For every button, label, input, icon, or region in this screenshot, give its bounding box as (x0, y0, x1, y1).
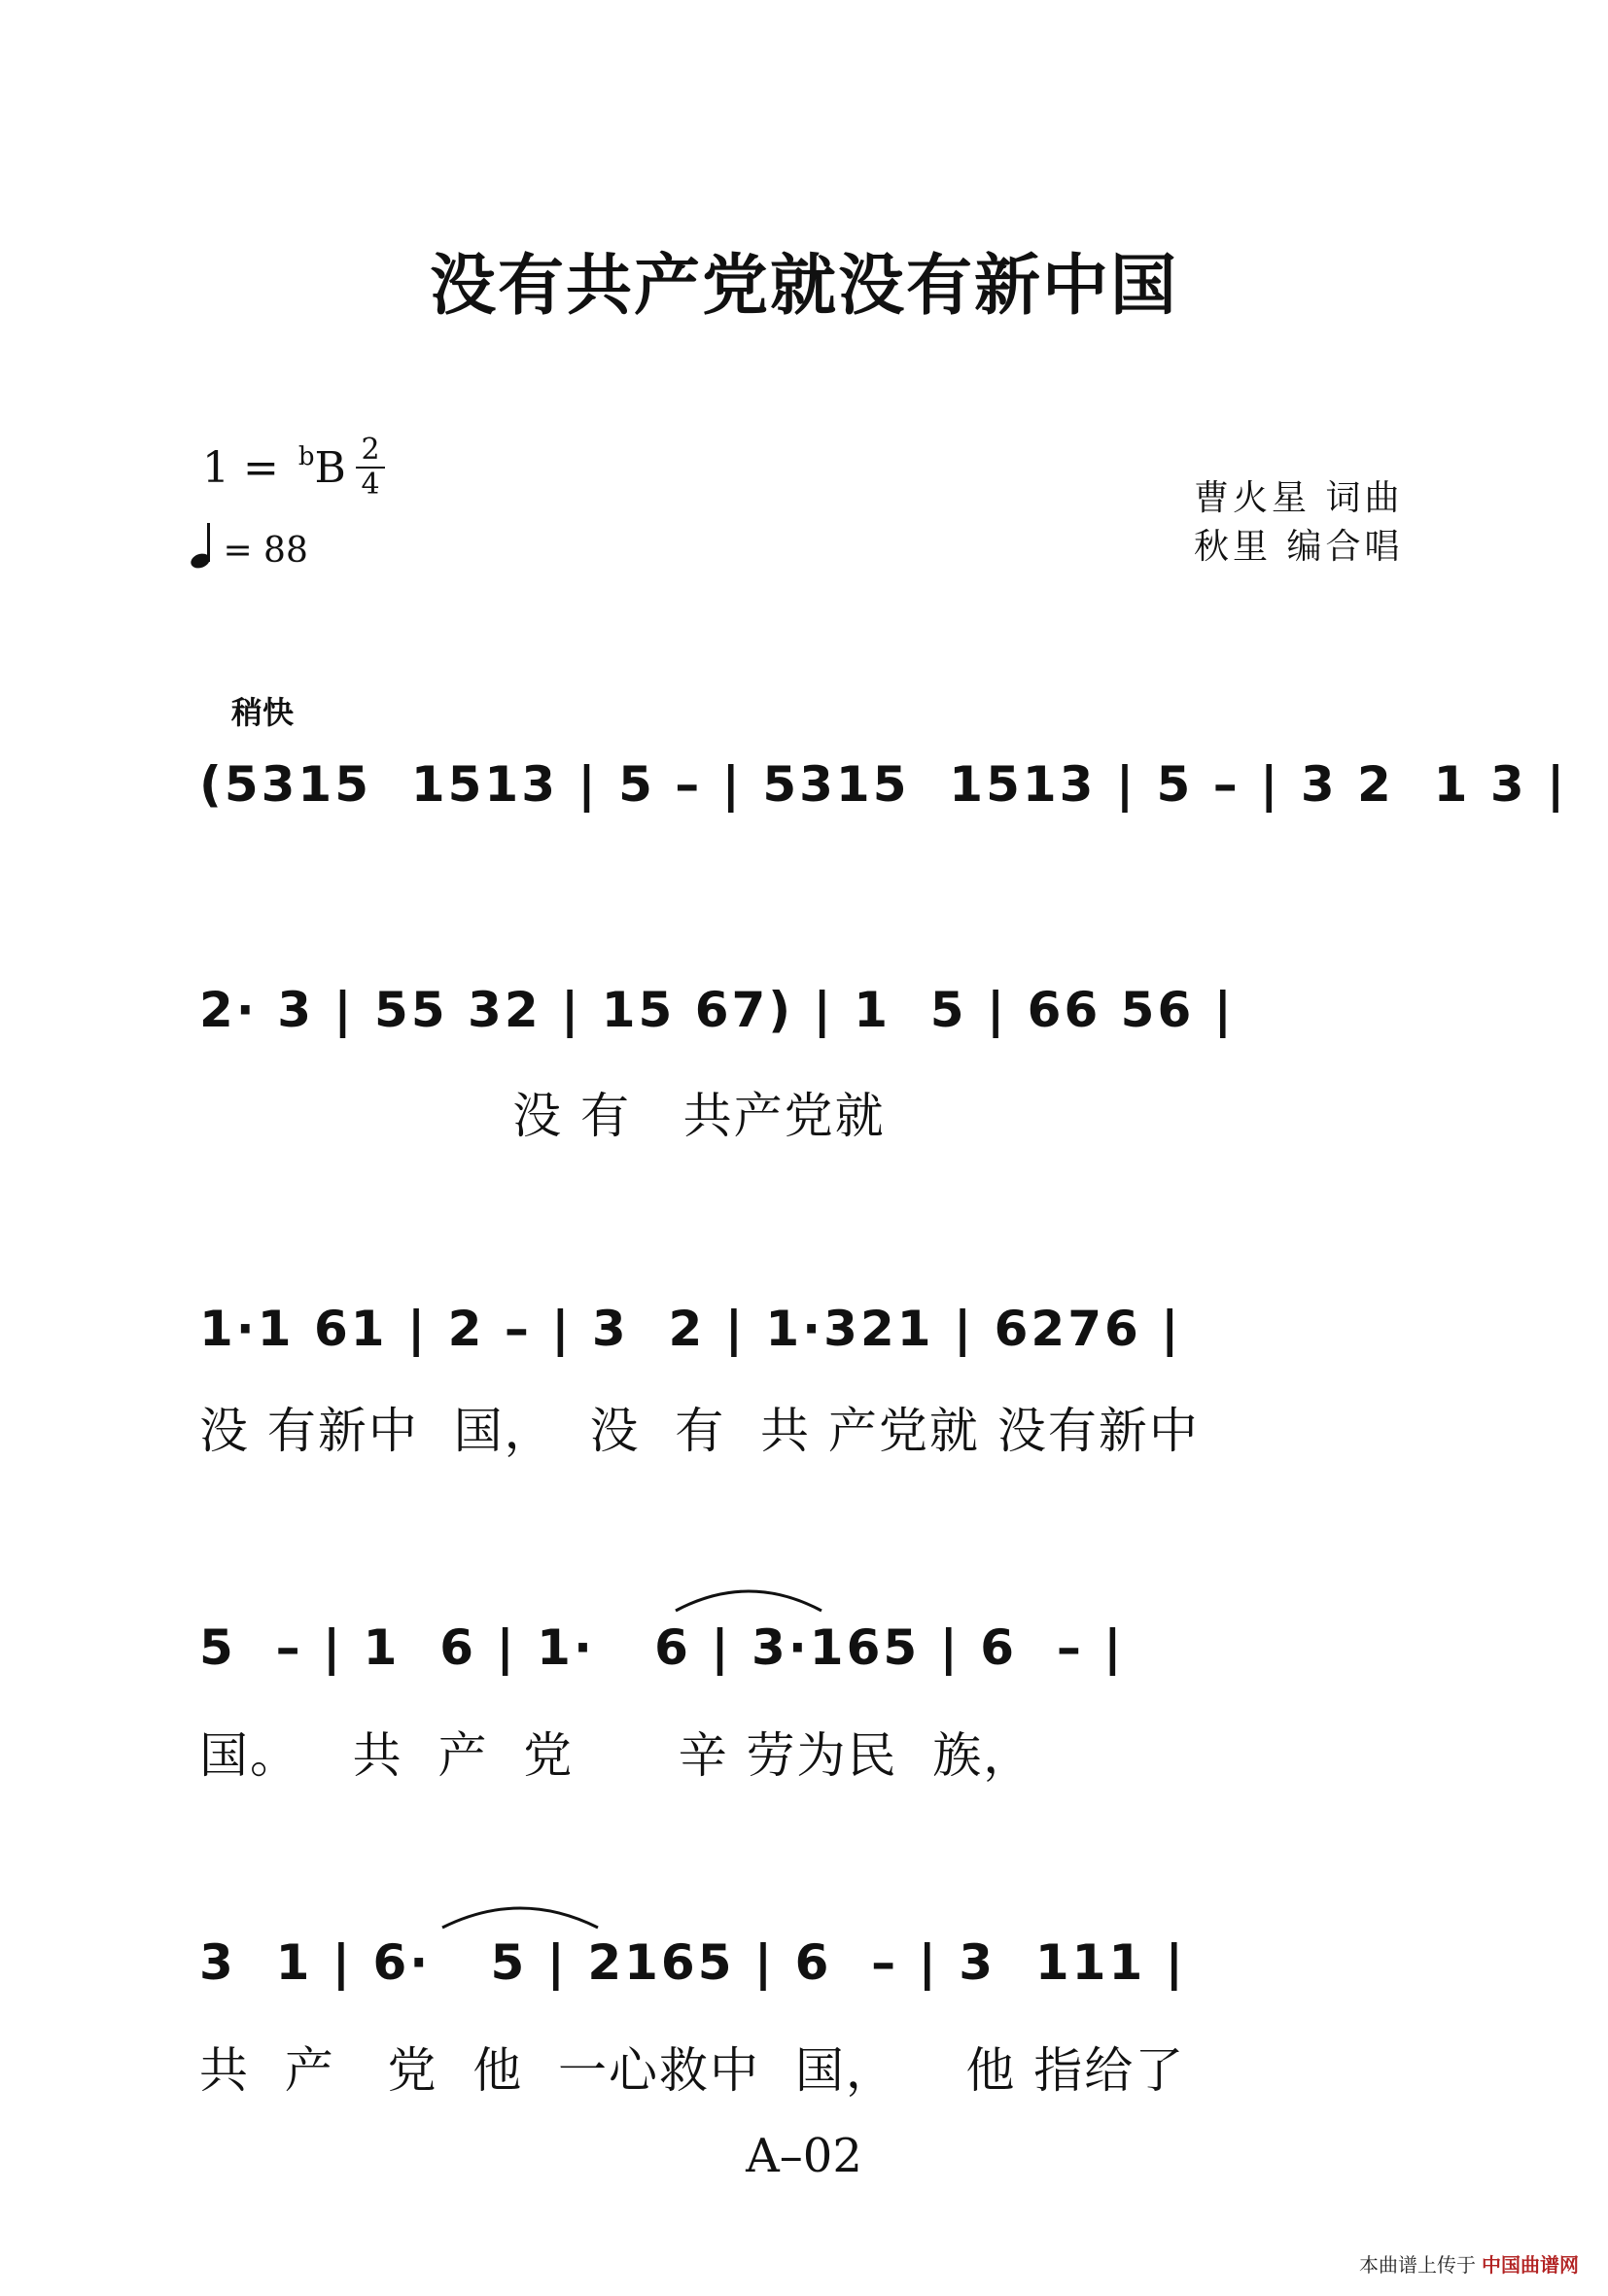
time-denominator: 4 (361, 468, 380, 502)
tempo-marking (191, 525, 308, 571)
credit-arrangement: 秋里 编合唱 (1194, 527, 1404, 567)
page-number: A–02 (746, 2129, 862, 2183)
notation-system-5: 3 1 | 6· 5 | 2165 | 6 – | 3 111 | (199, 1934, 1186, 1991)
lyrics-system-4: 国。 共 产 党 辛 劳为民 族， (199, 1727, 1034, 1784)
time-signature (356, 435, 385, 500)
footer-brand: 中国曲谱网 (1482, 2253, 1579, 2277)
quarter-note-icon (191, 525, 212, 568)
lyrics-system-3: 没 有新中 国， 没 有 共 产党就 没有新中 (199, 1403, 1200, 1459)
footer-watermark (1359, 2249, 1579, 2278)
notation-system-3: 1·1 61 | 2 – | 3 2 | 1·321 | 6276 | (199, 1301, 1182, 1357)
tie-slur-1 (671, 1577, 826, 1616)
tie-slur-2 (437, 1894, 603, 1932)
notation-system-4: 5 – | 1 6 | 1· 6 | 3·165 | 6 – | (199, 1619, 1125, 1676)
key-prefix: 1 = (202, 443, 279, 493)
tempo-value: = 88 (223, 531, 308, 571)
lyrics-system-2: 没 有 共产党就 (199, 1088, 886, 1144)
credit-lyrics-music: 曹火星 词曲 (1194, 478, 1404, 518)
lyrics-system-5: 共 产 党 他 一心救中 国， 他 指给了 (199, 2042, 1186, 2099)
score-title: 没有共产党就没有新中国 (429, 248, 1178, 325)
credits (1194, 474, 1403, 572)
key-signature (202, 442, 346, 493)
notation-system-1: (5315 1513 | 5 – | 5315 1513 | 5 – | 3 2 1 3 | (199, 756, 1568, 813)
expression-marking: 稍快 (231, 694, 295, 731)
notation-system-2: 2· 3 | 55 32 | 15 67) | 1 5 | 66 56 | (199, 982, 1235, 1038)
time-numerator: 2 (361, 433, 380, 467)
key-flat: b (297, 442, 315, 471)
footer-text: 本曲谱上传于 (1359, 2253, 1476, 2277)
key-note: B (314, 443, 346, 493)
